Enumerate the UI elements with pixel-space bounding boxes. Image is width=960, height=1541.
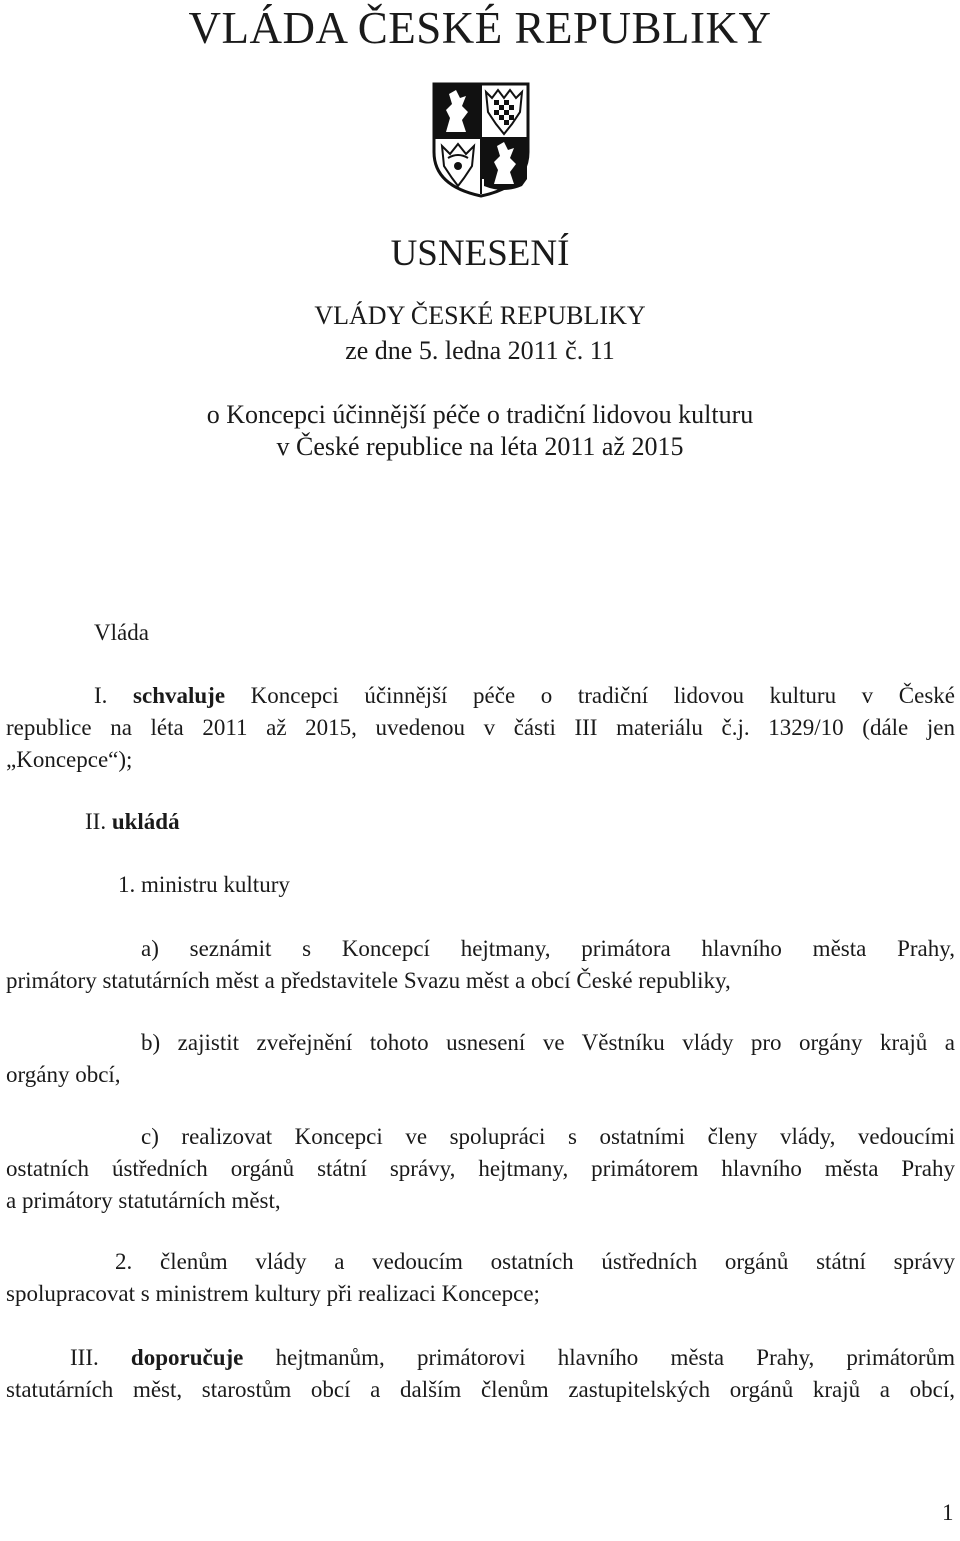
section-1-text: Koncepci účinnější péče o tradiční lidovou kulturu v České: [225, 683, 955, 708]
resolution-date-number: ze dne 5. ledna 2011 č. 11: [345, 336, 615, 365]
item-c-line1: c) realizovat Koncepci ve spolupráci s ostatními členy vlády, vedoucími: [141, 1124, 955, 1149]
section-3-text: hejtmanům, primátorovi hlavního města Prahy, primátorům: [243, 1345, 955, 1370]
section-1-line3: „Koncepce“);: [6, 747, 133, 772]
section-1-line2: republice na léta 2011 až 2015, uvedenou v části III materiálu č.j. 1329/10 (dále jen: [6, 715, 955, 740]
section-3-verb: doporučuje: [130, 1345, 244, 1370]
resolution-subject-line2: v České republice na léta 2011 až 2015: [276, 432, 684, 461]
item-a-line1: a) seznámit s Koncepcí hejtmany, primátora hlavního města Prahy,: [141, 936, 955, 961]
section-1-line1: [94, 683, 955, 709]
item-c-line3: a primátory statutárních měst,: [6, 1188, 281, 1213]
item-2-line1: 2. členům vlády a vedoucím ostatních ústředních orgánů státní správy: [115, 1249, 955, 1274]
government-label: Vláda: [94, 620, 149, 645]
section-3-line2: statutárních měst, starostům obcí a dalším členům zastupitelských orgánů krajů a obcí,: [6, 1377, 955, 1402]
item-2-line2: spolupracovat s ministrem kultury při realizaci Koncepce;: [6, 1281, 540, 1306]
czech-coat-of-arms-icon: [432, 82, 530, 198]
item-b-line1: b) zajistit zveřejnění tohoto usnesení ve Věstníku vlády pro orgány krajů a: [141, 1030, 955, 1055]
item-1: 1. ministru kultury: [118, 872, 290, 897]
item-a-line2: primátory statutárních měst a představitele Svazu měst a obcí České republiky,: [6, 968, 731, 993]
section-1-verb: schvaluje: [133, 683, 226, 708]
section-2-verb: ukládá: [111, 809, 180, 834]
section-3-line1: [70, 1345, 955, 1371]
section-2-heading: [85, 809, 180, 835]
resolution-subject-line1: o Koncepci účinnější péče o tradiční lidovou kulturu: [206, 400, 754, 429]
item-b-line2: orgány obcí,: [6, 1062, 121, 1087]
section-2-numeral: II.: [85, 809, 112, 834]
section-3-numeral: III.: [70, 1345, 131, 1370]
resolution-title: USNESENÍ: [390, 233, 570, 274]
item-c-line2: ostatních ústředních orgánů státní správy, hejtmany, primátorem hlavního města Prahy: [6, 1156, 955, 1181]
government-heading: VLÁDA ČESKÉ REPUBLIKY: [188, 3, 772, 53]
section-1-numeral: I.: [94, 683, 134, 708]
resolution-issuer: VLÁDY ČESKÉ REPUBLIKY: [314, 301, 646, 330]
page-number: 1: [942, 1500, 954, 1525]
